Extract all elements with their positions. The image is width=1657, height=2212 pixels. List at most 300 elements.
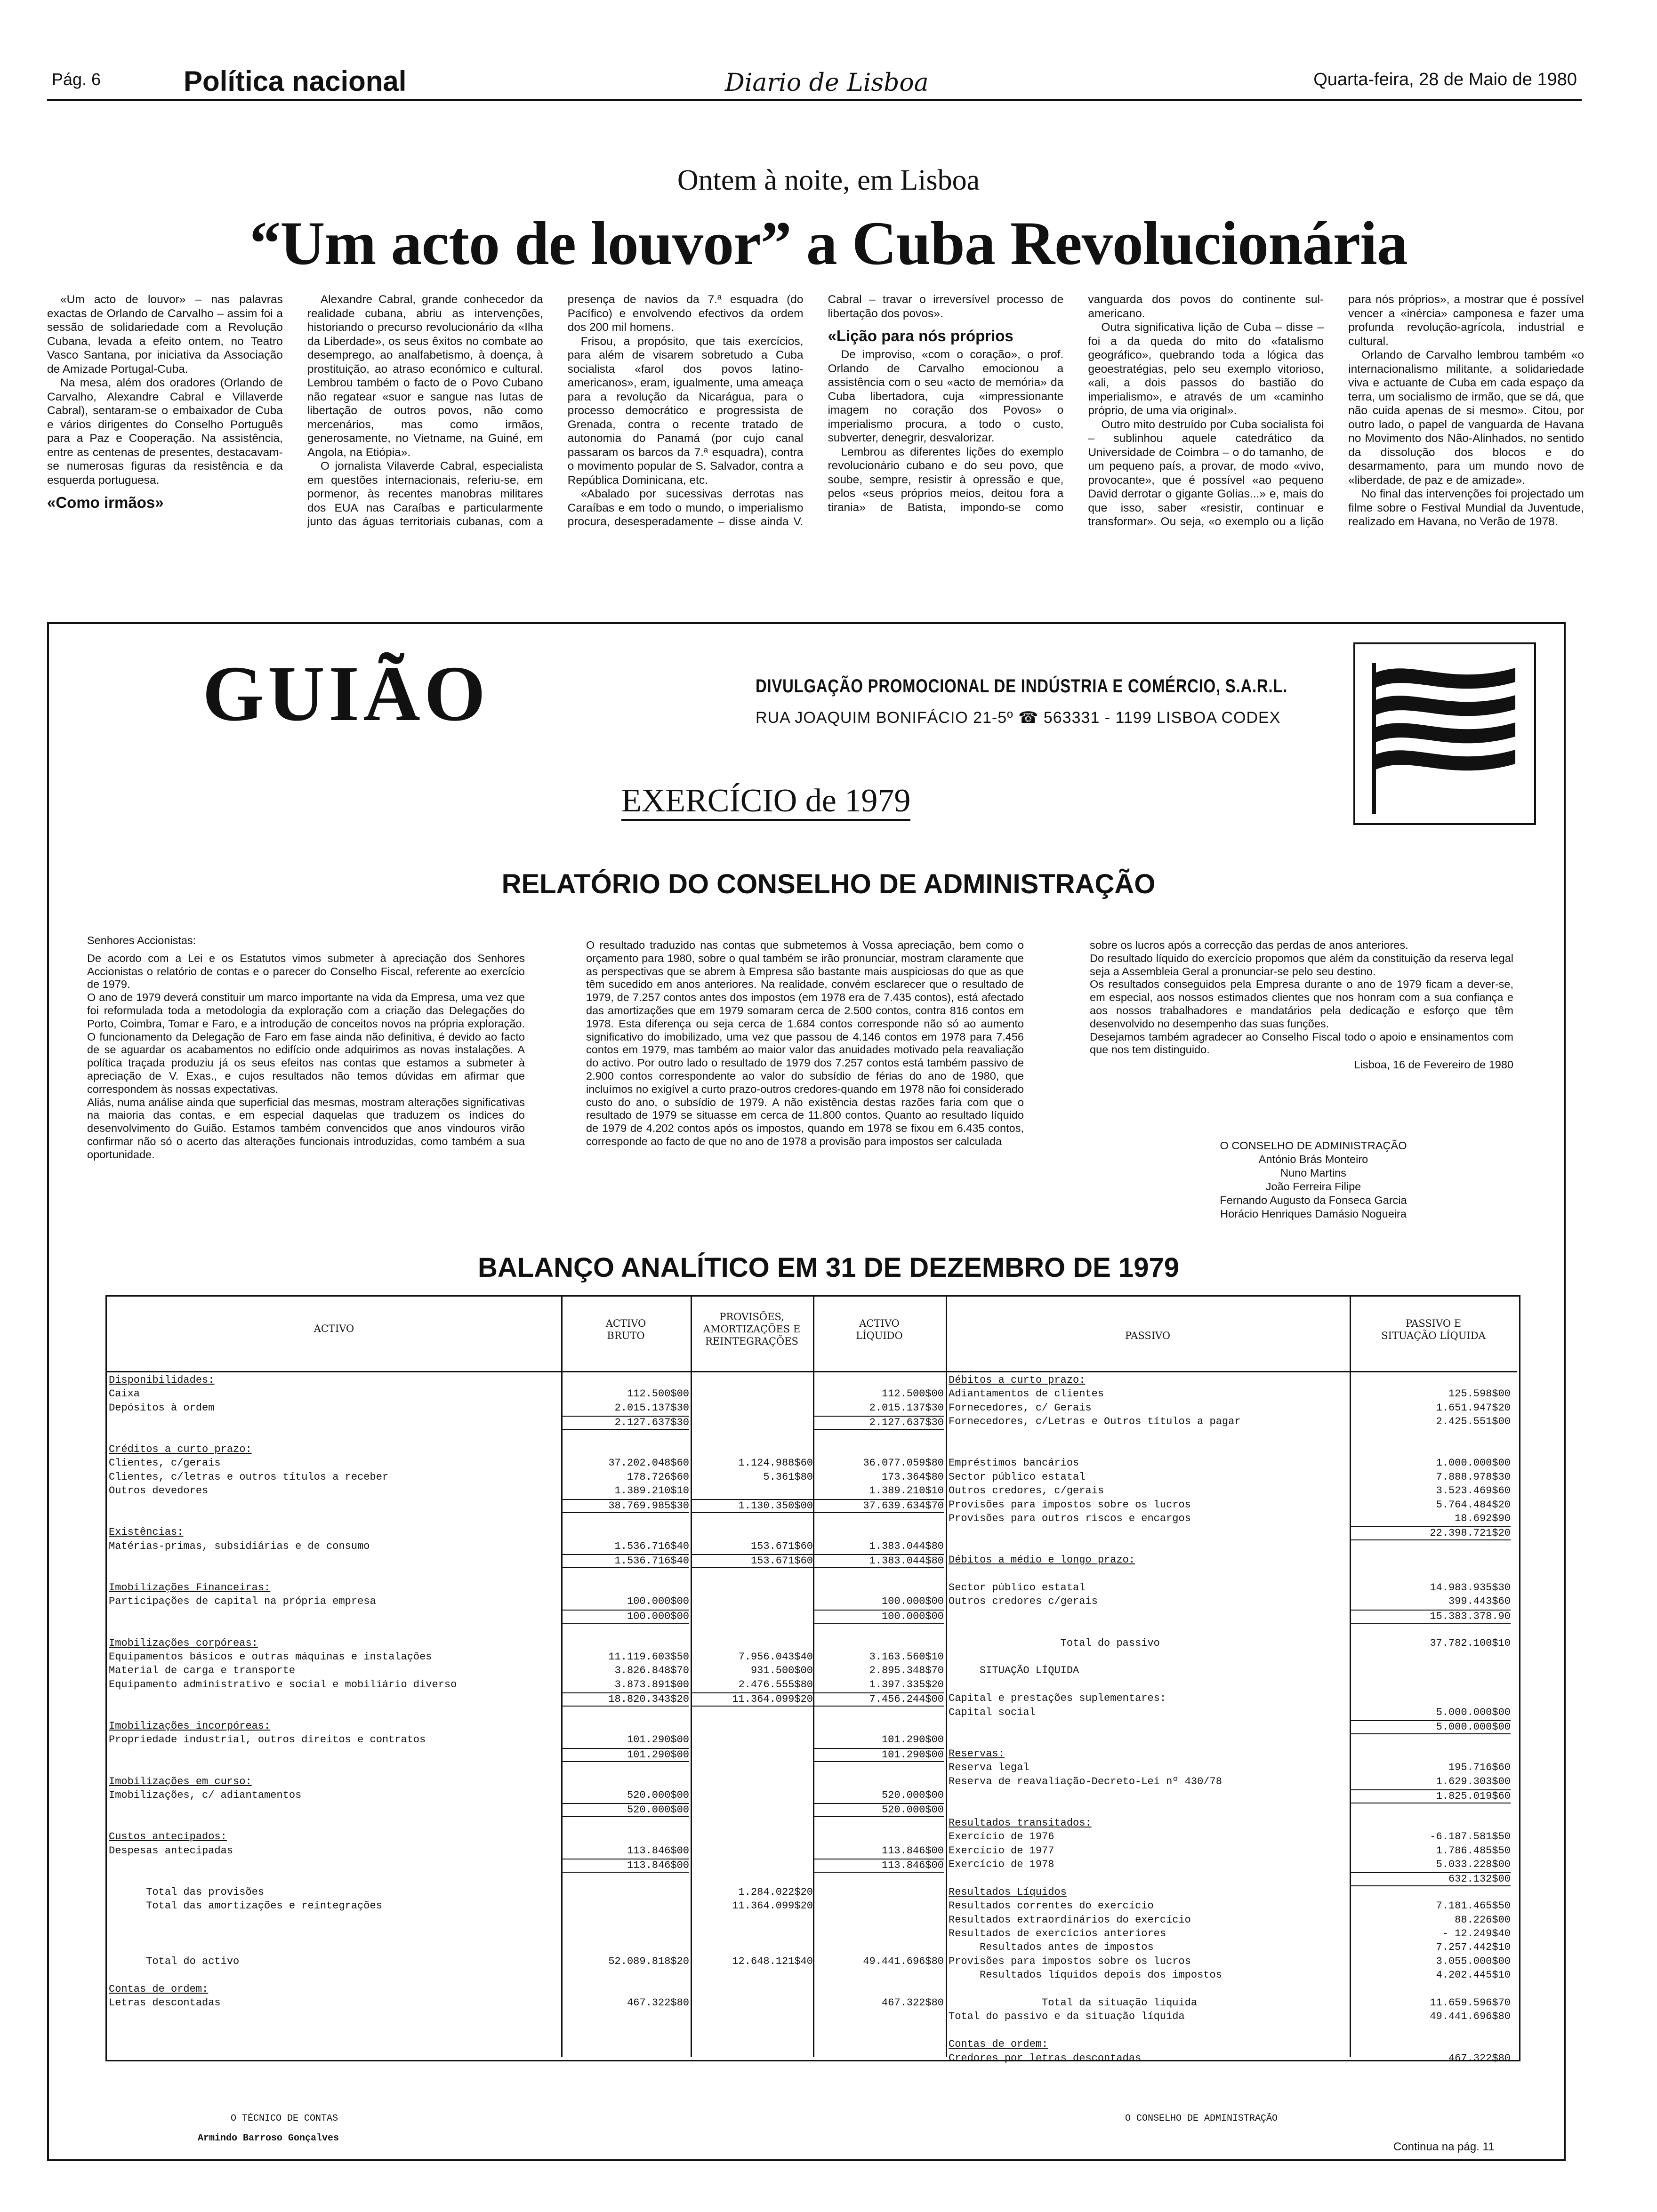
table-row (949, 1582, 1517, 1595)
table-row (109, 1457, 946, 1471)
cell-bruto: 52.089.818$20 (608, 1955, 689, 1967)
article-paragraph: Na mesa, além dos oradores (Orlando de Carvalho, Alexandre Cabral e Villaverde Cabral), sentaram-se o embaixador de Cuba e vários dirigentes do Conselho Português para a Paz e Cooperação. Na assistência, entre as centenas de presentes, destacavam-se numerosas figuras da resistência e da esquerda portuguesa. (47, 377, 283, 487)
cell-value: 5.000.000$00 (1351, 1720, 1511, 1734)
board-member: Horácio Henriques Damásio Nogueira (1220, 1208, 1407, 1220)
table-group-heading (949, 1886, 1517, 1900)
report-column-1 (87, 934, 525, 1162)
cell-liq: 1.383.044$80 (814, 1554, 944, 1568)
header-rule (47, 99, 1582, 101)
cell-label: Disponibilidades: (109, 1374, 215, 1386)
table-row (949, 1457, 1517, 1471)
cell-value: 15.383.378.90 (1351, 1610, 1511, 1624)
table-group-heading (109, 1526, 946, 1540)
header-passivo-situacao: PASSIVO E SITUAÇÃO LÍQUIDA (1381, 1318, 1486, 1341)
section-title: Política nacional (184, 65, 407, 97)
table-row (109, 1707, 946, 1720)
table-row (949, 1540, 1517, 1554)
article-kicker: Ontem à noite, em Lisboa (677, 164, 980, 196)
cell-bruto: 18.820.343$20 (562, 1692, 689, 1707)
table-row (109, 1956, 946, 1969)
cell-label: Equipamento administrativo e social e mobiliário diverso (109, 1678, 457, 1691)
cell-label: SITUAÇÃO LÍQUIDA (949, 1665, 1079, 1677)
cell-prov: 12.648.121$40 (732, 1955, 813, 1967)
cell-label: Reserva de reavaliação-Decreto-Lei nº 430/78 (949, 1775, 1222, 1787)
cell-value: 3.523.469$60 (1436, 1485, 1511, 1497)
cell-label: Débitos a curto prazo: (949, 1374, 1086, 1386)
article-body (47, 293, 1584, 594)
cell-value: 632.132$00 (1351, 1872, 1511, 1886)
table-row (109, 1859, 946, 1872)
cell-liq: 112.500$00 (881, 1388, 944, 1400)
cell-prov: 2.476.555$80 (738, 1678, 813, 1691)
table-row (949, 2025, 1517, 2038)
table-row (949, 1720, 1517, 1734)
cell-liq: 113.846$00 (814, 1859, 944, 1873)
cell-liq: 2.895.348$70 (869, 1665, 944, 1677)
table-row (109, 1872, 946, 1886)
cell-value: 88.226$00 (1455, 1914, 1511, 1926)
article-subhead: «Lição para nós próprios (828, 327, 1014, 345)
table-row (949, 1914, 1517, 1928)
table-row (949, 1471, 1517, 1485)
table-group-heading (109, 1831, 946, 1844)
cell-bruto: 101.290$00 (627, 1734, 689, 1746)
cell-label: Outros credores, c/gerais (949, 1485, 1104, 1497)
cell-label: Matérias-primas, subsidiárias e de consumo (109, 1540, 370, 1552)
table-group-heading (109, 1983, 946, 1997)
table-group-heading (949, 2038, 1517, 2052)
cell-value: 467.322$80 (1448, 2052, 1511, 2064)
cell-prov: 5.361$80 (763, 1471, 813, 1483)
cell-label: Total do activo (109, 1955, 240, 1967)
cell-liq: 520.000$00 (881, 1789, 944, 1801)
cell-liq: 467.322$80 (881, 1997, 944, 2009)
cell-bruto: 112.500$00 (627, 1388, 689, 1400)
cell-value: 4.202.445$10 (1436, 1969, 1511, 1981)
board-member: Fernando Augusto da Fonseca Garcia (1220, 1194, 1407, 1206)
cell-value: 14.983.935$30 (1430, 1582, 1511, 1594)
table-row (109, 1692, 946, 1706)
table-row (949, 1831, 1517, 1844)
cell-liq: 36.077.059$80 (863, 1457, 944, 1469)
cell-label: Capital social (949, 1706, 1036, 1718)
table-row (949, 1485, 1517, 1499)
report-paragraph: O ano de 1979 deverá constituir um marco importante na vida da Empresa, uma vez que foi reformulada toda a metodologia da exploração com a criação das Delegações do Porto, Coimbra, Tomar e Faro, e a introdução de conceitos novos na própria exploração. O funcionamento da Delegação de Faro em fase ainda não definitiva, é devido ao facto de se aguardar os acabamentos no edifício onde adquirimos as novas instalações. A política traçada produziu já os seus efeitos nas contas que estamos a submeter à apreciação de V. Exas., e cujos resultados não temos dúvidas em afirmar que correspondem às nossas expectativas. (87, 991, 525, 1095)
cell-liq: 113.846$00 (881, 1844, 944, 1857)
cell-prov: 153.671$60 (750, 1540, 813, 1552)
cell-label: Resultados transitados: (949, 1817, 1092, 1829)
cell-label: Despesas antecipadas (109, 1844, 233, 1857)
company-address: RUA JOAQUIM BONIFÁCIO 21-5º ☎ 563331 - 1199 LISBOA CODEX (756, 709, 1281, 727)
cell-value: 2.425.551$00 (1436, 1416, 1511, 1428)
table-group-heading (949, 1374, 1517, 1388)
table-row (949, 1707, 1517, 1720)
cell-label: Resultados de exercícios anteriores (949, 1928, 1166, 1940)
cell-label: Imobilizações corpóreas: (109, 1637, 258, 1649)
cell-value: - 12.249$40 (1442, 1928, 1511, 1940)
cell-label: Credores por letras descontadas (949, 2052, 1142, 2064)
table-row (949, 1513, 1517, 1526)
cell-value: 7.257.442$10 (1436, 1941, 1511, 1954)
cell-label: Outros devedores (109, 1485, 209, 1497)
cell-value: 7.181.465$50 (1436, 1900, 1511, 1912)
header-activo-bruto: ACTIVO BRUTO (605, 1318, 646, 1341)
table-row (109, 1969, 946, 1983)
table-row (109, 1734, 946, 1747)
newspaper-masthead: Diario de Lisboa (725, 69, 929, 97)
table-row (949, 1776, 1517, 1789)
cell-bruto: 2.015.137$30 (614, 1402, 689, 1414)
cell-label: Reserva legal (949, 1762, 1030, 1774)
board-footer-title: O CONSELHO DE ADMINISTRAÇÃO (1125, 2113, 1278, 2124)
cell-prov: 1.130.350$00 (692, 1499, 813, 1513)
cell-label: Imobilizações, c/ adiantamentos (109, 1789, 302, 1801)
cell-label: Empréstimos bancários (949, 1457, 1079, 1469)
cell-bruto: 2.127.637$30 (562, 1416, 689, 1430)
cell-value: 18.692$90 (1455, 1513, 1511, 1524)
balance-table (105, 1295, 1520, 2064)
cell-prov: 1.124.988$60 (738, 1457, 813, 1469)
article-paragraph: Orlando de Carvalho lembrou também «o internacionalismo militante, a solidariedade viva e actuante de Cuba em cada espaço da terra, um socialismo de irmão, que se dá, que não cuida apenas de si mesmo». Citou, por outro lado, o papel de vanguarda de Havana no Movimento dos Não-Alinhados, no sentido da dissolução dos blocos e do desarmamento, para um mundo novo de «liberdade, de paz e de amizade». (1348, 349, 1584, 487)
table-row (949, 1443, 1517, 1457)
table-row (949, 1941, 1517, 1955)
cell-label: Resultados correntes do exercício (949, 1900, 1154, 1912)
table-row (109, 1845, 946, 1859)
board-member: João Ferreira Filipe (1265, 1180, 1361, 1193)
report-date: Lisboa, 16 de Fevereiro de 1980 (1354, 1058, 1513, 1071)
cell-label: Fornecedores, c/ Gerais (949, 1402, 1092, 1414)
table-row (109, 1679, 946, 1692)
page-number: Pág. 6 (52, 70, 101, 89)
cell-liq: 101.290$00 (881, 1734, 944, 1746)
cell-prov: 7.956.043$40 (738, 1651, 813, 1663)
table-row (109, 1886, 946, 1900)
table-row (949, 1388, 1517, 1402)
table-row (109, 1623, 946, 1637)
table-row (109, 1554, 946, 1568)
cell-label: Caixa (109, 1388, 140, 1400)
cell-liq: 1.383.044$80 (869, 1540, 944, 1552)
cell-prov: 153.671$60 (692, 1554, 813, 1568)
header-provisoes: PROVISÕES, AMORTIZAÇÕES E REINTEGRAÇÕES (703, 1311, 801, 1347)
table-row (949, 2011, 1517, 2024)
cell-label: Total das amortizações e reintegrações (109, 1900, 382, 1912)
report-column-2 (586, 939, 1024, 1148)
table-row (109, 1402, 946, 1416)
cell-label: Propriedade industrial, outros direitos e contratos (109, 1734, 426, 1746)
cell-label: Débitos a médio e longo prazo: (949, 1554, 1135, 1566)
cell-label: Reservas: (949, 1747, 1005, 1760)
table-row (109, 1416, 946, 1429)
cell-bruto: 113.846$00 (627, 1844, 689, 1857)
cell-bruto: 37.202.048$60 (608, 1457, 689, 1469)
cell-value: 195.716$60 (1448, 1762, 1511, 1774)
report-paragraph: Aliás, numa análise ainda que superficial das mesmas, mostram alterações significativas na maioria das contas, e em especial daquelas que traduzem os índices do desenvolvimento do Guião. Estamos também convencidos que anos vindouros virão confirmar não só o acerto das alterações funcionais introduzidas, como também a sua oportunidade. (87, 1096, 525, 1161)
header-activo: ACTIVO (314, 1323, 354, 1334)
cell-label: Provisões para impostos sobre os lucros (949, 1955, 1191, 1967)
report-salutation: Senhores Accionistas: (87, 934, 196, 946)
cell-label: Exercício de 1978 (949, 1859, 1054, 1870)
cell-bruto: 467.322$80 (627, 1997, 689, 2009)
table-row (109, 1499, 946, 1513)
report-paragraph: sobre os lucros após a correcção das perdas de anos anteriores. (1090, 939, 1408, 951)
accountant-title: O TÉCNICO DE CONTAS (231, 2113, 338, 2124)
cell-bruto: 178.726$60 (627, 1471, 689, 1483)
cell-label: Existências: (109, 1526, 184, 1539)
table-row (109, 1748, 946, 1762)
table-row (949, 1872, 1517, 1886)
header-activo-liquido: ACTIVO LÍQUIDO (856, 1318, 903, 1341)
table-group-heading (949, 1817, 1517, 1831)
article-paragraph: Frisou, a propósito, que tais exercícios, para além de visarem sobretudo a Cuba socialista «farol dos povos latino-americanos», eram, igualmente, uma ameaça para a revolução da Nicarágua, para o processo democrático e progressista de Grenada, contra o recente tratado de autonomia do Panamá (por cujo canal passaram os barcos da 7.ª esquadra), contra o movimento popular de S. Salvador, contra a República Dominicana, etc. (567, 335, 804, 487)
report-paragraph: Os resultados conseguidos pela Empresa durante o ano de 1979 ficam a dever-se, em especial, aos nossos estimados clientes que nos honram com a sua confiança e aos nossos trabalhadores e mandatários pela dedicação e esforço que têm desenvolvido no desempenho das suas funções. (1090, 978, 1513, 1030)
cell-bruto: 11.119.603$50 (608, 1651, 689, 1663)
table-row (949, 1499, 1517, 1513)
cell-label: Imobilizações Financeiras: (109, 1582, 271, 1594)
article-paragraph: «Um acto de louvor» – nas palavras exactas de Orlando de Carvalho – assim foi a sessão de solidariedade com a Revolução Cubana, levada a efeito ontem, no Teatro Vasco Santana, por iniciativa da Associação de Amizade Portugal-Cuba. (47, 293, 283, 376)
report-paragraph: Do resultado líquido do exercício propomos que além da constituição da reserva legal seja a Assembleia Geral a pronunciar-se pelo seu destino. (1090, 952, 1513, 978)
table-row (949, 1430, 1517, 1443)
cell-liq: 101.290$00 (814, 1748, 944, 1762)
table-row (949, 1610, 1517, 1623)
table-row (949, 1623, 1517, 1637)
cell-label: Capital e prestações suplementares: (949, 1692, 1166, 1705)
cell-label: Equipamentos básicos e outras máquinas e instalações (109, 1651, 432, 1663)
cell-label: Custos antecipados: (109, 1831, 227, 1843)
cell-bruto: 520.000$00 (627, 1789, 689, 1801)
table-row (109, 1803, 946, 1817)
cell-liq: 37.639.634$70 (814, 1499, 944, 1513)
cell-bruto: 1.536.716$40 (614, 1540, 689, 1552)
table-row (949, 1679, 1517, 1692)
board-member: António Brás Monteiro (1258, 1153, 1368, 1165)
table-row (949, 1526, 1517, 1540)
report-column-3 (1090, 939, 1513, 1072)
cell-prov: 1.284.022$20 (738, 1886, 813, 1898)
cell-label: Outros credores c/gerais (949, 1595, 1098, 1608)
cell-label: Total da situação líquida (949, 1997, 1198, 2009)
cell-liq: 100.000$00 (814, 1610, 944, 1624)
cell-label: Resultados líquidos depois dos impostos (949, 1969, 1222, 1981)
table-header-rule (107, 1371, 1517, 1372)
cell-value: 399.443$60 (1448, 1595, 1511, 1608)
cell-bruto: 1.389.210$10 (614, 1485, 689, 1497)
cell-label: Sector público estatal (949, 1471, 1086, 1483)
accountant-name: Armindo Barroso Gonçalves (198, 2133, 339, 2144)
table-row (949, 1859, 1517, 1872)
cell-liq: 3.163.560$10 (869, 1651, 944, 1663)
cell-bruto: 3.873.891$00 (614, 1678, 689, 1691)
table-row (109, 1568, 946, 1582)
table-row (949, 1900, 1517, 1914)
header-passivo: PASSIVO (1125, 1330, 1171, 1341)
table-row (949, 1568, 1517, 1582)
table-row (949, 1997, 1517, 2011)
table-row (949, 1651, 1517, 1665)
flag-logo-icon (1353, 642, 1536, 825)
cell-label: Fornecedores, c/Letras e Outros títulos a pagar (949, 1416, 1241, 1428)
cell-prov: 11.364.099$20 (692, 1692, 813, 1707)
cell-label: Adiantamentos de clientes (949, 1388, 1104, 1400)
cell-label: Contas de ordem: (109, 1983, 209, 1995)
cell-label: Exercício de 1976 (949, 1831, 1054, 1843)
cell-label: Depósitos à ordem (109, 1402, 215, 1414)
cell-bruto: 520.000$00 (562, 1803, 689, 1817)
table-row (949, 1928, 1517, 1941)
table-row (949, 1803, 1517, 1817)
cell-bruto: 113.846$00 (562, 1859, 689, 1873)
table-row (109, 1610, 946, 1623)
cell-value: 1.651.947$20 (1436, 1402, 1511, 1414)
cell-liq: 173.364$80 (881, 1471, 944, 1483)
cell-label: Sector público estatal (949, 1582, 1086, 1594)
table-row (109, 1665, 946, 1678)
table-row (109, 1789, 946, 1803)
table-group-heading (109, 1374, 946, 1388)
cell-value: 1.825.019$60 (1351, 1789, 1511, 1803)
cell-value: -6.187.581$50 (1430, 1831, 1511, 1843)
cell-value: 3.055.000$00 (1436, 1955, 1511, 1967)
table-row (949, 1983, 1517, 1997)
table-row (109, 1817, 946, 1831)
cell-label: Clientes, c/gerais (109, 1457, 221, 1469)
table-group-heading (109, 1582, 946, 1595)
issue-date: Quarta-feira, 28 de Maio de 1980 (1313, 70, 1577, 89)
article-paragraph: Outra significativa lição de Cuba – disse – foi a da queda do mito do «fatalismo geográfico», quebrando toda a lógica das geoestratégias, pelo seu exemplo vitorioso, «ali, a dois passos do bastião do imperialismo», e através de um «caminho próprio, de uma via original». (1088, 321, 1324, 417)
cell-label: Resultados antes de impostos (949, 1941, 1154, 1954)
cell-label: Participações de capital na própria empresa (109, 1595, 376, 1608)
cell-liq: 49.441.696$80 (863, 1955, 944, 1967)
table-row (949, 1692, 1517, 1706)
table-group-heading (109, 1776, 946, 1789)
table-row (949, 1969, 1517, 1983)
table-row (949, 1665, 1517, 1678)
article-paragraph: «Abalado por sucessivas derrotas nas Caraíbas e em todo o mundo, o imperialismo procura, desesperadamente – disse ainda V. Cabral – travar o irreversível processo de libertação dos povos». (567, 293, 1064, 528)
table-row (949, 1416, 1517, 1429)
exercicio-title: EXERCÍCIO de 1979 (621, 783, 910, 821)
cell-label: Créditos a curto prazo: (109, 1443, 252, 1455)
table-row (109, 1914, 946, 1928)
table-divider (946, 1297, 947, 2057)
cell-label: Total do passivo e da situação líquida (949, 2011, 1185, 2023)
cell-label: Resultados extraordinários do exercício (949, 1914, 1191, 1926)
article-paragraph: O jornalista Vilaverde Cabral, especialista em questões internacionais, referiu-se, em pormenor, às recentes manobras militares dos EUA nas Caraíbas e particularmente junto das águas territoriais cubanas, com a presença de navios da 7.ª esquadra (do Pacífico) e envolvendo efectivos da ordem dos 200 mil homens. (307, 293, 804, 528)
cell-label: Material de carga e transporte (109, 1665, 296, 1677)
report-title: RELATÓRIO DO CONSELHO DE ADMINISTRAÇÃO (501, 869, 1156, 899)
cell-bruto: 100.000$00 (627, 1595, 689, 1608)
cell-label: Letras descontadas (109, 1997, 221, 2009)
table-row (949, 1956, 1517, 1969)
cell-value: 5.033.228$00 (1436, 1859, 1511, 1870)
cell-label: Clientes, c/letras e outros títulos a receber (109, 1471, 389, 1483)
company-name: DIVULGAÇÃO PROMOCIONAL DE INDÚSTRIA E COMÉRCIO, S.A.R.L. (756, 676, 1288, 697)
article-headline: “Um acto de louvor” a Cuba Revolucionária (249, 208, 1408, 278)
cell-value: 7.888.978$30 (1436, 1471, 1511, 1483)
continued-note: Continua na pág. 11 (1393, 2140, 1495, 2153)
company-logo-text: GUIÃO (202, 650, 490, 737)
cell-label: Total do passivo (949, 1637, 1160, 1649)
article-paragraph: Alexandre Cabral, grande conhecedor da realidade cubana, abriu as intervenções, historiando o precurso revolucionário da «Ilha da Liberdade», os seus êxitos no combate ao desemprego, ao analfabetismo, à doença, à prostituição, ao atraso económico e cultural. Lembrou também o facto de o Povo Cubano não regatear «suor e sangue nas lutas de libertação de outros povos, não como mercenários, mas como irmãos, generosamente, no Vietname, na Guiné, em Angola, na Etiópia». (307, 293, 543, 459)
report-paragraph: De acordo com a Lei e os Estatutos vimos submeter à apreciação dos Senhores Accionistas o relatório de contas e o parecer do Conselho Fiscal, referente ao exercício de 1979. (87, 952, 525, 991)
cell-liq: 2.015.137$30 (869, 1402, 944, 1414)
cell-bruto: 100.000$00 (562, 1610, 689, 1624)
article-paragraph: De improviso, «com o coração», o prof. Orlando de Carvalho emocionou a assistência com o seu «acto de memória» da Cuba libertadora, cuja «impressionante imagem no coração dos Povos» o imperialismo procura, a todo o custo, subverter, denegrir, desvalorizar. (828, 348, 1064, 444)
table-row (109, 1997, 946, 2011)
cell-bruto: 3.826.848$70 (614, 1665, 689, 1677)
cell-value: 125.598$00 (1448, 1388, 1511, 1400)
cell-value: 49.441.696$80 (1430, 2011, 1511, 2023)
cell-value: 37.782.100$10 (1430, 1637, 1511, 1649)
cell-label: Total das provisões (109, 1886, 265, 1898)
cell-bruto: 38.769.985$30 (562, 1499, 689, 1513)
cell-bruto: 101.290$00 (562, 1748, 689, 1762)
table-group-heading (949, 1748, 1517, 1762)
article-paragraph: No final das intervenções foi projectado um filme sobre o Festival Mundial da Juventude, realizado em Havana, no Verão de 1978. (1348, 488, 1584, 528)
cell-label: Provisões para impostos sobre os lucros (949, 1499, 1191, 1511)
table-row (109, 1900, 946, 1914)
cell-value: 1.000.000$00 (1436, 1457, 1511, 1469)
table-row (109, 1513, 946, 1526)
table-row (109, 1941, 946, 1955)
table-row (109, 1471, 946, 1485)
cell-liq: 1.389.210$10 (869, 1485, 944, 1497)
table-row (109, 1540, 946, 1554)
cell-value: 22.398.721$20 (1351, 1526, 1511, 1540)
article-paragraph: Lembrou as diferentes lições do exemplo revolucionário cubano e do seu povo, que soube, sempre, resistir à opressão e que, pelos «seus próprios meios, deitou fora a tirania» de Batista, impondo-se como vanguarda dos povos do continente sul-americano. (828, 293, 1324, 514)
cell-label: Resultados Líquidos (949, 1886, 1067, 1898)
table-row (949, 1845, 1517, 1859)
cell-label: Imobilizações em curso: (109, 1775, 252, 1787)
table-row (949, 1789, 1517, 1803)
report-paragraph: O resultado traduzido nas contas que submetemos à Vossa apreciação, bem como o orçamento para 1980, sobre o qual também se irão pronunciar, mostram claramente que as perspectivas que se abrem à Empresa são bastante mais auspiciosas do que as que têm sucedido em anos anteriores. Na realidade, convém esclarecer que o resultado de 1979, de 7.257 contos antes dos impostos (em 1978 era de 7.435 contos), está afectado das amortizações que em 1979 somaram cerca de 2.500 contos, contra 816 contos em 1978. Esta diferença ou seja cerca de 1.684 contos corresponde não só ao aumento significativo do imobilizado, uma vez que passou de 4.146 contos em 1978 para 7.456 contos em 1979, mas também ao maior valor das anuidades motivado pela reavaliação do activo. Por outro lado o resultado de 1979 dos 7.257 contos está também passivo de 2.900 contos correspondente ao valor do subsídio de férias do ano de 1980, que incluímos no exigível a curto prazo-outros credores-quando em 1978 não foi considerado custo do ano, o subsídio de 1979. A não existência destas razões faria com que o resultado de 1979 se situasse em cerca de 11.800 contos. Quanto ao resultado líquido de 1979 de 4.202 contos após os impostos, quando em 1978 se fixou em 6.435 contos, corresponde ao facto de que no ano de 1978 a provisão para impostos ser calculada (586, 939, 1024, 1147)
cell-liq: 520.000$00 (814, 1803, 944, 1817)
cell-liq: 1.397.335$20 (869, 1678, 944, 1691)
cell-label: Contas de ordem: (949, 2038, 1048, 2051)
cell-liq: 2.127.637$30 (814, 1416, 944, 1430)
cell-value: 5.000.000$00 (1436, 1706, 1511, 1718)
cell-prov: 931.500$00 (750, 1665, 813, 1677)
report-paragraph: Desejamos também agradecer ao Conselho Fiscal todo o apoio e ensinamentos com que nos tem distinguido. (1090, 1030, 1513, 1056)
table-row (109, 1430, 946, 1443)
article-paragraph: Outro mito destruído por Cuba socialista foi – sublinhou aquele catedrático da Universidade de Coimbra – o do tamanho, de um pequeno país, a provar, de modo «vivo, provocante», que é possível «ao pequeno David derrotar o gigante Golias...» e, mais do que isso, saber «resistir, continuar e transformar». Ou seja, «o exemplo ou a lição para nós próprios», a mostrar que é possível vencer a «inércia» camponesa e fazer uma profunda revolução-agrícola, industrial e cultural. (1088, 293, 1584, 528)
board-title: O CONSELHO DE ADMINISTRAÇÃO (1220, 1139, 1407, 1152)
table-group-heading (949, 1554, 1517, 1568)
table-row (109, 1388, 946, 1402)
cell-prov: 11.364.099$20 (732, 1900, 813, 1912)
table-group-heading (109, 1443, 946, 1457)
cell-value: 11.659.596$70 (1430, 1997, 1511, 2009)
cell-value: 5.764.484$20 (1436, 1499, 1511, 1511)
table-row (109, 1485, 946, 1499)
cell-liq: 7.456.244$00 (814, 1692, 944, 1707)
table-row (949, 1637, 1517, 1651)
table-row (949, 1734, 1517, 1747)
cell-value: 1.786.485$50 (1436, 1844, 1511, 1857)
cell-value: 1.629.303$00 (1436, 1775, 1511, 1787)
cell-label: Imobilizações incorpóreas: (109, 1720, 271, 1732)
cell-liq: 100.000$00 (881, 1595, 944, 1608)
balance-title: BALANÇO ANALÍTICO EM 31 DE DEZEMBRO DE 1979 (478, 1252, 1179, 1283)
cell-label: Exercício de 1977 (949, 1844, 1054, 1857)
table-row (109, 1651, 946, 1665)
table-row (109, 1762, 946, 1775)
table-row (949, 1762, 1517, 1775)
table-group-heading (109, 1637, 946, 1651)
table-row (949, 2052, 1517, 2066)
article-subhead: «Como irmãos» (47, 494, 164, 511)
table-group-heading (109, 1720, 946, 1734)
table-row (109, 1595, 946, 1609)
